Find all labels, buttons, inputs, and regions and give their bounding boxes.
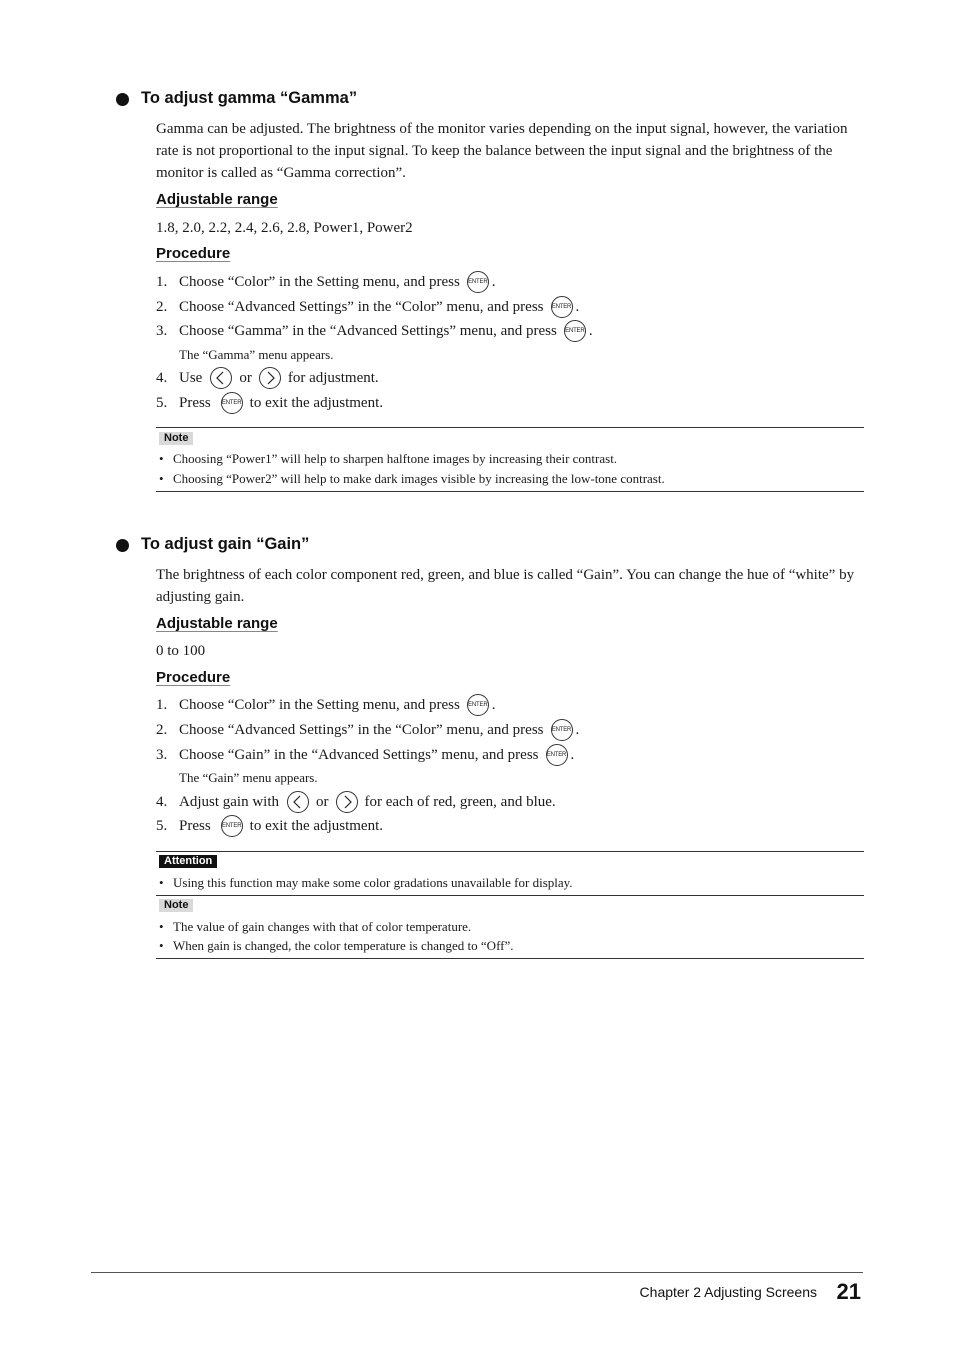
- attention-bottom-rule: [156, 895, 864, 896]
- enter-button-icon: ENTER: [467, 694, 489, 716]
- gain-heading: To adjust gain “Gain”: [141, 535, 310, 553]
- gain-range-heading: Adjustable range: [156, 615, 278, 632]
- step-text-end: .: [575, 722, 580, 738]
- enter-button-icon: ENTER: [546, 744, 568, 766]
- step-number: 3.: [156, 323, 168, 339]
- gain-range-value: 0 to 100: [156, 643, 206, 659]
- left-arrow-button-icon: [287, 791, 309, 813]
- attention-top-rule: [156, 851, 864, 852]
- page-number: 21: [836, 1279, 861, 1304]
- right-arrow-button-icon: [259, 367, 281, 389]
- gamma-description: Gamma can be adjusted. The brightness of the monitor varies depending on the input signal, however, the variation rate is not proportional to the input signal. To keep the balance between the input signal and the brightness of the monitor is called as “Gamma correction”.: [156, 121, 848, 181]
- enter-button-icon: ENTER: [221, 815, 243, 837]
- gamma-range-value: 1.8, 2.0, 2.2, 2.4, 2.6, 2.8, Power1, Power2: [156, 220, 413, 236]
- step-number: 1.: [156, 697, 168, 713]
- attention-label: Attention: [159, 855, 217, 868]
- enter-button-icon: ENTER: [564, 320, 586, 342]
- gamma-heading: To adjust gamma “Gamma”: [141, 89, 358, 107]
- step-text-end: .: [575, 299, 580, 315]
- gain-step-2: [156, 719, 856, 741]
- footer-rule: [91, 1272, 863, 1273]
- note-bottom-rule: [156, 958, 864, 959]
- gamma-step-5: [156, 392, 856, 414]
- step-text-end: for adjustment.: [287, 370, 379, 386]
- note-bottom-rule: [156, 491, 864, 492]
- step-text: Choose “Color” in the Setting menu, and press: [179, 697, 460, 713]
- step-text-end: .: [588, 323, 593, 339]
- left-arrow-button-icon: [210, 367, 232, 389]
- gamma-step-1: [156, 271, 856, 293]
- step-number: 1.: [156, 274, 168, 290]
- step-text: Use: [179, 370, 203, 386]
- gamma-procedure-heading: Procedure: [156, 245, 231, 262]
- step-text-end: .: [491, 274, 496, 290]
- step-text-or: or: [239, 370, 252, 386]
- enter-button-icon: ENTER: [551, 719, 573, 741]
- step-text-or: or: [316, 794, 329, 810]
- step-text-end: for each of red, green, and blue.: [364, 794, 556, 810]
- step-text: Choose “Advanced Settings” in the “Color” menu, and press: [179, 299, 544, 315]
- gamma-step-2: [156, 296, 856, 318]
- step-text: Choose “Gain” in the “Advanced Settings” menu, and press: [179, 747, 539, 763]
- gamma-step-4: [156, 367, 856, 389]
- enter-button-icon: ENTER: [467, 271, 489, 293]
- step-text: Press: [179, 818, 211, 834]
- step-text-end: .: [491, 697, 496, 713]
- step-text: Press: [179, 395, 211, 411]
- step-number: 5.: [156, 818, 168, 834]
- gain-description: The brightness of each color component red, green, and blue is called “Gain”. You can change the hue of “white” by adjusting gain.: [156, 567, 855, 605]
- note-label: Note: [159, 432, 193, 445]
- section-bullet-icon: [116, 93, 129, 106]
- step-text: Choose “Color” in the Setting menu, and press: [179, 274, 460, 290]
- step-text: Adjust gain with: [179, 794, 279, 810]
- enter-button-icon: ENTER: [551, 296, 573, 318]
- note-top-rule: [156, 427, 864, 428]
- gain-step-3-result: The “Gain” menu appears.: [179, 770, 318, 785]
- step-text-end: .: [570, 747, 575, 763]
- enter-button-icon: ENTER: [221, 392, 243, 414]
- step-text-end: to exit the adjustment.: [249, 818, 383, 834]
- gamma-range-heading: Adjustable range: [156, 191, 278, 208]
- gain-step-3: [156, 744, 856, 766]
- step-number: 5.: [156, 395, 168, 411]
- step-number: 4.: [156, 370, 168, 386]
- step-text: Choose “Advanced Settings” in the “Color” menu, and press: [179, 722, 544, 738]
- section-bullet-icon: [116, 539, 129, 552]
- gamma-step-3: [156, 320, 856, 342]
- footer-chapter: Chapter 2 Adjusting Screens: [639, 1284, 817, 1300]
- gamma-step-3-result: The “Gamma” menu appears.: [179, 347, 334, 362]
- step-text-end: to exit the adjustment.: [249, 395, 383, 411]
- gain-procedure-heading: Procedure: [156, 669, 231, 686]
- gain-step-1: [156, 694, 856, 716]
- note-label: Note: [159, 899, 193, 912]
- step-number: 2.: [156, 722, 168, 738]
- gain-step-5: [156, 815, 856, 837]
- step-number: 2.: [156, 299, 168, 315]
- right-arrow-button-icon: [336, 791, 358, 813]
- gain-step-4: [156, 791, 856, 813]
- step-text: Choose “Gamma” in the “Advanced Settings” menu, and press: [179, 323, 557, 339]
- step-number: 3.: [156, 747, 168, 763]
- step-number: 4.: [156, 794, 168, 810]
